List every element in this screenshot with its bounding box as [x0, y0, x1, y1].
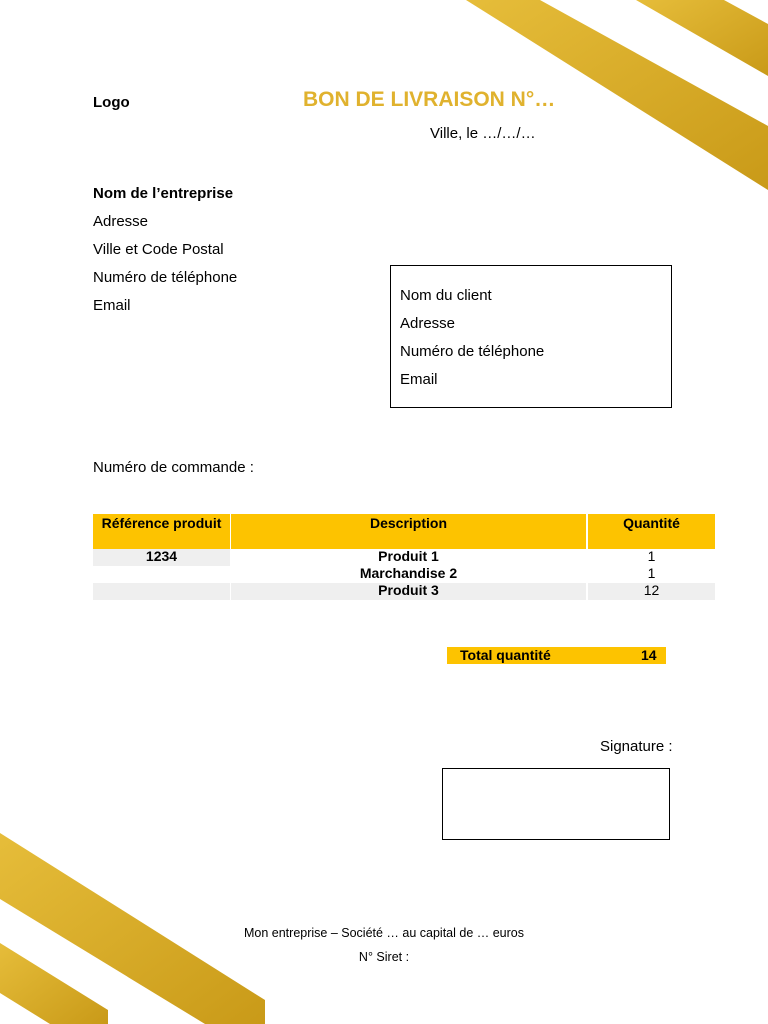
company-name: Nom de l’entreprise [93, 185, 234, 202]
footer-siret-line: N° Siret : [358, 950, 410, 964]
date-line: Ville, le …/…/… [430, 125, 536, 142]
table-cell-reference [93, 566, 230, 583]
table-cell-reference: 1234 [93, 549, 230, 566]
order-number-label: Numéro de commande : [93, 459, 254, 476]
signature-box[interactable] [442, 768, 670, 840]
company-city-postal: Ville et Code Postal [93, 241, 224, 258]
table-cell-description: Produit 3 [231, 583, 586, 600]
company-phone: Numéro de téléphone [93, 269, 238, 286]
table-cell-description: Produit 1 [378, 548, 439, 564]
footer-company-line: Mon entreprise – Société … au capital de … euros [243, 926, 524, 940]
table-header-reference: Référence produit [93, 514, 230, 549]
table-cell-reference [93, 583, 230, 600]
company-email: Email [93, 297, 131, 314]
client-email: Email [400, 371, 438, 388]
total-quantity-value: 14 [641, 647, 657, 663]
company-address: Adresse [93, 213, 149, 230]
client-name: Nom du client [400, 287, 492, 304]
table-header-quantity: Quantité [588, 514, 715, 549]
client-phone: Numéro de téléphone [400, 343, 545, 360]
company-block [93, 180, 237, 320]
table-header-description: Description [231, 514, 586, 549]
signature-label: Signature : [600, 738, 673, 755]
table-cell-quantity: 12 [588, 583, 715, 600]
logo-placeholder: Logo [93, 94, 130, 111]
client-address: Adresse [400, 315, 456, 332]
table-cell-quantity: 1 [647, 548, 656, 564]
client-block [400, 282, 544, 394]
total-quantity-label: Total quantité [460, 647, 551, 663]
table-cell-description: Marchandise 2 [359, 565, 458, 581]
document-title: BON DE LIVRAISON N°… [303, 88, 556, 111]
table-cell-quantity: 1 [647, 565, 656, 581]
